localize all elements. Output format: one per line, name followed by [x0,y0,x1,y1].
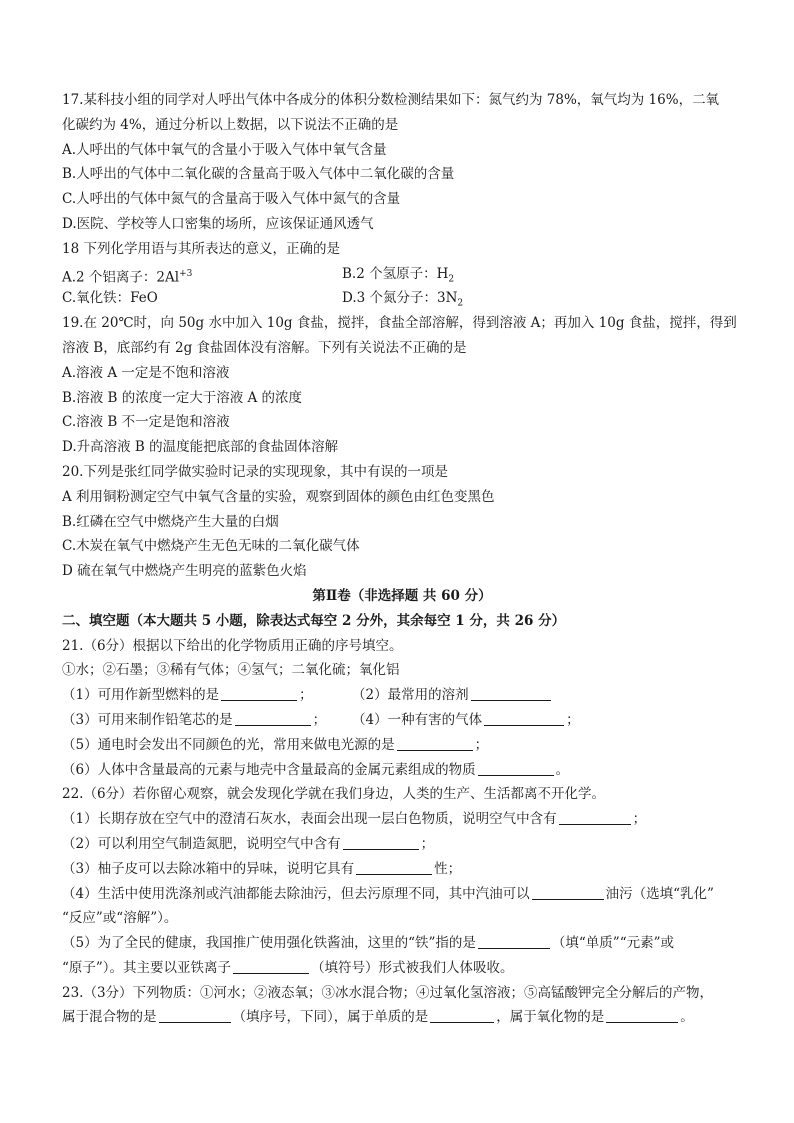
q21-row-3-4: （3）可用来制作铅笔芯的是 ； （4）一种有害的气体 ； [62,711,580,728]
q17-option-a: A.人呼出的气体中氧气的含量小于吸入气体中氧气含量 [62,141,387,158]
q17-option-b: B.人呼出的气体中二氧化碳的含量高于吸入气体中二氧化碳的含量 [62,166,455,183]
q21-row-6: （6）人体中含量最高的元素与地壳中含量最高的金属元素组成的物质 。 [62,761,570,778]
q22-sub2: （2）可以利用空气制造氮肥，说明空气中含有 [62,835,341,852]
section2-title: 二、填空题（本大题共 5 小题，除表达式每空 2 分外，其余每空 1 分，共 26 分） [62,612,566,629]
q22-row-3: （3）柚子皮可以去除冰箱中的异味，说明它具有 性； [62,860,462,877]
q22-stem: 22.（6分）若你留心观察，就会发现化学就在我们身边，人类的生产、生活都离不开化学。 [62,786,606,803]
q22-row-1: （1）长期存放在空气中的澄清石灰水，表面会出现一层白色物质，说明空气中含有 ； [62,811,647,828]
q21-row-5: （5）通电时会发出不同颜色的光，常用来做电光源的是 ； [62,736,489,753]
q21-blank-5[interactable] [397,736,473,751]
q22-row-4: （4）生活中使用洗涤剂或汽油都能去除油污，但去污原理不同，其中汽油可以 油污（选填“乳化” [62,885,714,902]
q17-stem-line1: 17.某科技小组的同学对人呼出气体中各成分的体积分数检测结果如下：氮气约为 78%，氧气均为 16%，二氧 [62,92,720,108]
q18-option-d: D.3 个氮分子：$3N_2$ [342,290,464,310]
part2-title: 第Ⅱ卷（非选择题 共 60 分） [312,587,492,604]
q18-option-b-subscript: 2 [448,274,455,285]
q18-row2 [62,286,742,311]
q23-blank-element[interactable] [430,1008,494,1023]
q21-sub6: （6）人体中含量最高的元素与地壳中含量最高的金属元素组成的物质 [62,761,476,778]
q22-row-4-cont: “反应”或“溶解”）。 [62,910,178,927]
q18-option-d-subscript: 2 [457,299,464,310]
q19-option-c: C.溶液 B 不一定是饱和溶液 [62,414,230,431]
q17-stem-line2: 化碳约为 4%，通过分析以上数据，以下说法不正确的是 [62,116,399,133]
q22-sub3: （3）柚子皮可以去除冰箱中的异味，说明它具有 [62,860,355,877]
q23-line1: 23.（3分）下列物质：①河水；②液态氧；③冰水混合物；④过氧化氢溶液；⑤高锰酸钾完全分解后的产物， [62,984,714,1001]
q20-option-d: D 硫在氧气中燃烧产生明亮的蓝紫色火焰 [62,563,307,580]
q17-option-c: C.人呼出的气体中氮气的含量高于吸入气体中氮气的含量 [62,191,401,208]
q22-row-2: （2）可以利用空气制造氮肥，说明空气中含有 ； [62,835,435,852]
q21-sub5: （5）通电时会发出不同颜色的光，常用来做电光源的是 [62,736,395,753]
q22-blank-2[interactable] [343,835,419,850]
q22-blank-6[interactable] [233,959,309,974]
q22-row-5: （5）为了全民的健康，我国推广使用强化铁酱油，这里的“铁”指的是 （填“单质”“元素”或 [62,935,675,952]
q22-blank-3[interactable] [356,860,432,875]
q21-blank-2[interactable] [471,686,551,701]
q17-option-d: D.医院、学校等人口密集的场所，应该保证通风透气 [62,215,374,232]
q20-option-b: B.红磷在空气中燃烧产生大量的白烟 [62,513,279,530]
q22-blank-4[interactable] [532,885,604,900]
q18-option-b: B.2 个氢原子：$H_2$ [342,265,455,285]
q22-blank-5[interactable] [478,934,550,949]
q18-option-c: C.氧化铁：FeO [62,290,158,307]
q18-stem: 18 下列化学用语与其所表达的意义，正确的是 [62,240,340,257]
q19-option-a: A.溶液 A 一定是不饱和溶液 [62,364,230,381]
q19-option-d: D.升高溶液 B 的温度能把底部的食盐固体溶解 [62,439,339,456]
q18-option-a-charge: +3 [179,268,193,279]
q23-line2: 属于混合物的是 （填序号，下同），属于单质的是 ，属于氧化物的是 。 [62,1009,694,1026]
q19-stem-line2: 溶液 B，底部约有 2g 食盐固体没有溶解。下列有关说法不正确的是 [62,339,467,356]
q19-stem-line1: 19.在 20℃时，向 50g 水中加入 10g 食盐，搅拌，食盐全部溶解，得到溶液 A；再加入 10g 食盐，搅拌，得到 [62,315,737,332]
q21-sub1: （1）可用作新型燃料的是 [62,687,220,704]
q22-sub4: （4）生活中使用洗涤剂或汽油都能去除油污，但去污原理不同，其中汽油可以 [62,885,530,902]
q22-sub5: （5）为了全民的健康，我国推广使用强化铁酱油，这里的“铁”指的是 [62,935,476,952]
q20-option-c: C.木炭在氧气中燃烧产生无色无味的二氧化碳气体 [62,538,360,555]
q21-row-1-2: （1）可用作新型燃料的是 ； （2）最常用的溶剂 [62,683,742,708]
q21-substance-list: ①水；②石墨；③稀有气体；④氢气；二氧化硫；氧化铝 [62,662,400,679]
q18-row1 [62,262,742,287]
q20-option-a: A 利用铜粉测定空气中氧气含量的实验，观察到固体的颜色由红色变黑色 [62,488,495,505]
q21-blank-1[interactable] [221,686,297,701]
q23-blank-oxide[interactable] [606,1008,678,1023]
q23-blank-mixture[interactable] [159,1008,231,1023]
q22-blank-1[interactable] [559,810,631,825]
q22-sub1: （1）长期存放在空气中的澄清石灰水，表面会出现一层白色物质，说明空气中含有 [62,811,557,828]
q19-option-b: B.溶液 B 的浓度一定大于溶液 A 的浓度 [62,389,303,406]
exam-page [62,88,742,1030]
q22-row-5-cont: “原子”）。其主要以亚铁离子 （填符号）形式被我们人体吸收。 [62,959,514,976]
q21-stem: 21.（6分）根据以下给出的化学物质用正确的序号填空。 [62,637,403,654]
q21-sub3: （3）可用来制作铅笔芯的是 [62,711,233,728]
q18-option-a: A.2 个铝离子：$2Al^{+3}$ [62,268,193,286]
q21-blank-4[interactable] [484,711,564,726]
q20-stem: 20.下列是张红同学做实验时记录的实现现象，其中有误的一项是 [62,463,448,480]
q21-sub2: （2）最常用的溶剂 [352,687,469,704]
q21-sub4: （4）一种有害的气体 [352,711,483,728]
q21-blank-3[interactable] [235,711,311,726]
q21-blank-6[interactable] [478,761,554,776]
